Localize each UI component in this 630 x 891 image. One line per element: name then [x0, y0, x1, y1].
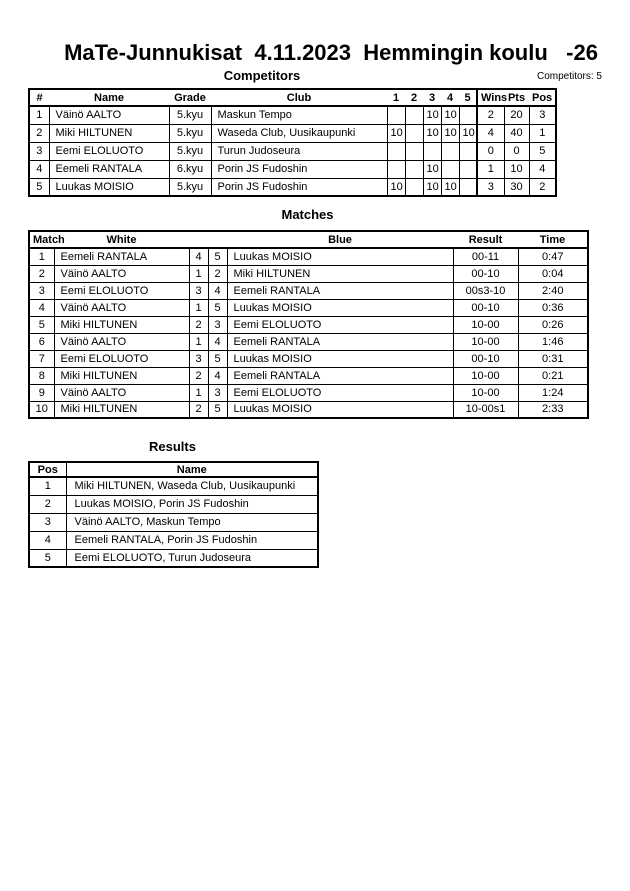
- table-row: [29, 265, 588, 282]
- table-row: [29, 531, 318, 549]
- cell: [387, 106, 405, 124]
- cell: Väinö AALTO, Maskun Tempo: [66, 513, 318, 531]
- col-pos: Pos: [29, 462, 66, 477]
- cell: 5: [29, 178, 49, 196]
- competitors-table: [28, 88, 557, 197]
- col-wins: Wins: [477, 89, 504, 106]
- cell: 4: [529, 160, 556, 178]
- cell: 2:40: [518, 282, 588, 299]
- cell: [387, 160, 405, 178]
- cell: 2: [29, 265, 54, 282]
- table-row: [29, 316, 588, 333]
- results-section-title: Results: [149, 439, 196, 454]
- cell: 3: [29, 513, 66, 531]
- col-pos: Pos: [529, 89, 556, 106]
- col-time: Time: [518, 231, 588, 248]
- cell: Maskun Tempo: [211, 106, 387, 124]
- cell: 5: [208, 401, 227, 418]
- cell: 1: [29, 477, 66, 495]
- col-opp3: 3: [423, 89, 441, 106]
- cell: Luukas MOISIO: [227, 299, 453, 316]
- cell: [441, 142, 459, 160]
- cell: 1:24: [518, 384, 588, 401]
- cell: 1: [529, 124, 556, 142]
- cell: 3: [477, 178, 504, 196]
- cell: 5.kyu: [169, 124, 211, 142]
- cell: [387, 142, 405, 160]
- table-row: [29, 513, 318, 531]
- col-name: Name: [66, 462, 318, 477]
- cell: 6.kyu: [169, 160, 211, 178]
- cell: Miki HILTUNEN: [54, 401, 189, 418]
- cell: 0:21: [518, 367, 588, 384]
- cell: Miki HILTUNEN: [227, 265, 453, 282]
- col-number: #: [29, 89, 49, 106]
- cell: [405, 106, 423, 124]
- cell: Miki HILTUNEN, Waseda Club, Uusikaupunki: [66, 477, 318, 495]
- cell: Eemi ELOLUOTO: [49, 142, 169, 160]
- cell: 10: [387, 124, 405, 142]
- cell: 7: [29, 350, 54, 367]
- cell: 3: [29, 282, 54, 299]
- cell: 10: [29, 401, 54, 418]
- cell: 0:31: [518, 350, 588, 367]
- cell: 0:47: [518, 248, 588, 265]
- table-row: [29, 477, 318, 495]
- table-row: [29, 350, 588, 367]
- cell: 10-00: [453, 333, 518, 350]
- cell: 0:36: [518, 299, 588, 316]
- results-table: [28, 461, 319, 568]
- col-opp4: 4: [441, 89, 459, 106]
- cell: Väinö AALTO: [54, 384, 189, 401]
- cell: 10: [441, 124, 459, 142]
- cell: Miki HILTUNEN: [54, 316, 189, 333]
- matches-section-title: Matches: [281, 207, 334, 222]
- col-club: Club: [211, 89, 387, 106]
- cell: [423, 142, 441, 160]
- cell: Eemeli RANTALA: [49, 160, 169, 178]
- cell: 10: [387, 178, 405, 196]
- col-white-number: [189, 231, 208, 248]
- cell: Väinö AALTO: [54, 333, 189, 350]
- cell: 1: [477, 160, 504, 178]
- cell: 1: [189, 384, 208, 401]
- cell: 8: [29, 367, 54, 384]
- cell: 0: [477, 142, 504, 160]
- cell: 10-00: [453, 367, 518, 384]
- cell: 4: [29, 531, 66, 549]
- cell: [405, 178, 423, 196]
- cell: 00s3-10: [453, 282, 518, 299]
- cell: Eemeli RANTALA: [54, 248, 189, 265]
- cell: [459, 142, 477, 160]
- cell: 1: [189, 265, 208, 282]
- cell: Porin JS Fudoshin: [211, 160, 387, 178]
- table-row: [29, 124, 556, 142]
- col-blue: Blue: [227, 231, 453, 248]
- cell: 2: [189, 401, 208, 418]
- cell: Miki HILTUNEN: [54, 367, 189, 384]
- cell: Eemeli RANTALA: [227, 282, 453, 299]
- cell: 2: [29, 495, 66, 513]
- cell: 5.kyu: [169, 178, 211, 196]
- col-result: Result: [453, 231, 518, 248]
- page-title: MaTe-Junnukisat 4.11.2023 Hemmingin koulu -26: [64, 40, 598, 65]
- table-row: [29, 384, 588, 401]
- cell: Eemeli RANTALA: [227, 333, 453, 350]
- cell: Väinö AALTO: [54, 299, 189, 316]
- cell: 10: [423, 160, 441, 178]
- cell: 10: [423, 178, 441, 196]
- table-row: [29, 401, 588, 418]
- cell: [459, 178, 477, 196]
- cell: Eemi ELOLUOTO, Turun Judoseura: [66, 549, 318, 567]
- cell: 0:04: [518, 265, 588, 282]
- results-header-row: [29, 462, 318, 477]
- cell: Turun Judoseura: [211, 142, 387, 160]
- table-row: [29, 367, 588, 384]
- cell: 2: [529, 178, 556, 196]
- col-name: Name: [49, 89, 169, 106]
- table-row: [29, 248, 588, 265]
- cell: 10: [504, 160, 529, 178]
- col-opp1: 1: [387, 89, 405, 106]
- cell: 3: [529, 106, 556, 124]
- col-blue-number: [208, 231, 227, 248]
- cell: 2: [208, 265, 227, 282]
- cell: 5: [208, 248, 227, 265]
- matches-table: [28, 230, 589, 419]
- cell: [405, 160, 423, 178]
- cell: 10: [459, 124, 477, 142]
- cell: 00-10: [453, 265, 518, 282]
- cell: 30: [504, 178, 529, 196]
- cell: 00-11: [453, 248, 518, 265]
- matches-header-row: [29, 231, 588, 248]
- table-row: [29, 160, 556, 178]
- cell: Luukas MOISIO: [227, 350, 453, 367]
- table-row: [29, 549, 318, 567]
- cell: Eemi ELOLUOTO: [54, 350, 189, 367]
- cell: 4: [189, 248, 208, 265]
- cell: [405, 142, 423, 160]
- col-white: White: [54, 231, 189, 248]
- col-grade: Grade: [169, 89, 211, 106]
- cell: 4: [29, 299, 54, 316]
- cell: 10: [423, 124, 441, 142]
- cell: Väinö AALTO: [54, 265, 189, 282]
- cell: [441, 160, 459, 178]
- competitors-count: Competitors: 5: [536, 71, 602, 82]
- cell: 0:26: [518, 316, 588, 333]
- cell: 20: [504, 106, 529, 124]
- cell: 00-10: [453, 299, 518, 316]
- cell: 1: [189, 333, 208, 350]
- cell: 40: [504, 124, 529, 142]
- cell: 5.kyu: [169, 142, 211, 160]
- cell: 3: [189, 282, 208, 299]
- cell: 10-00: [453, 316, 518, 333]
- cell: 00-10: [453, 350, 518, 367]
- cell: 10: [441, 106, 459, 124]
- cell: Miki HILTUNEN: [49, 124, 169, 142]
- table-row: [29, 333, 588, 350]
- cell: 6: [29, 333, 54, 350]
- cell: 4: [208, 282, 227, 299]
- cell: 5: [29, 549, 66, 567]
- cell: 5.kyu: [169, 106, 211, 124]
- cell: 1: [29, 106, 49, 124]
- table-row: [29, 142, 556, 160]
- cell: Luukas MOISIO: [49, 178, 169, 196]
- cell: 2: [29, 124, 49, 142]
- table-row: [29, 282, 588, 299]
- cell: Eemi ELOLUOTO: [227, 384, 453, 401]
- table-row: [29, 495, 318, 513]
- cell: 9: [29, 384, 54, 401]
- cell: Porin JS Fudoshin: [211, 178, 387, 196]
- cell: 1: [29, 248, 54, 265]
- cell: 4: [208, 367, 227, 384]
- cell: 10-00: [453, 384, 518, 401]
- cell: 4: [477, 124, 504, 142]
- cell: Luukas MOISIO, Porin JS Fudoshin: [66, 495, 318, 513]
- cell: 5: [208, 350, 227, 367]
- cell: 1: [189, 299, 208, 316]
- col-pts: Pts: [504, 89, 529, 106]
- cell: 2: [477, 106, 504, 124]
- col-opp2: 2: [405, 89, 423, 106]
- cell: 3: [208, 316, 227, 333]
- table-row: [29, 299, 588, 316]
- cell: 4: [29, 160, 49, 178]
- cell: Luukas MOISIO: [227, 248, 453, 265]
- cell: Eemi ELOLUOTO: [227, 316, 453, 333]
- col-opp5: 5: [459, 89, 477, 106]
- cell: 1:46: [518, 333, 588, 350]
- cell: 4: [208, 333, 227, 350]
- table-row: [29, 178, 556, 196]
- cell: 5: [29, 316, 54, 333]
- cell: Eemeli RANTALA: [227, 367, 453, 384]
- table-row: [29, 106, 556, 124]
- cell: 10-00s1: [453, 401, 518, 418]
- cell: 5: [208, 299, 227, 316]
- competitors-header-row: [29, 89, 556, 106]
- cell: 3: [29, 142, 49, 160]
- cell: 0: [504, 142, 529, 160]
- cell: [405, 124, 423, 142]
- cell: 2: [189, 367, 208, 384]
- cell: Eemeli RANTALA, Porin JS Fudoshin: [66, 531, 318, 549]
- cell: Väinö AALTO: [49, 106, 169, 124]
- cell: 2: [189, 316, 208, 333]
- cell: 2:33: [518, 401, 588, 418]
- cell: 3: [208, 384, 227, 401]
- cell: Luukas MOISIO: [227, 401, 453, 418]
- cell: [459, 160, 477, 178]
- col-match: Match: [29, 231, 54, 248]
- cell: Eemi ELOLUOTO: [54, 282, 189, 299]
- cell: 5: [529, 142, 556, 160]
- cell: Waseda Club, Uusikaupunki: [211, 124, 387, 142]
- cell: 3: [189, 350, 208, 367]
- cell: 10: [441, 178, 459, 196]
- competitors-section-title: Competitors: [223, 68, 301, 83]
- cell: 10: [423, 106, 441, 124]
- cell: [459, 106, 477, 124]
